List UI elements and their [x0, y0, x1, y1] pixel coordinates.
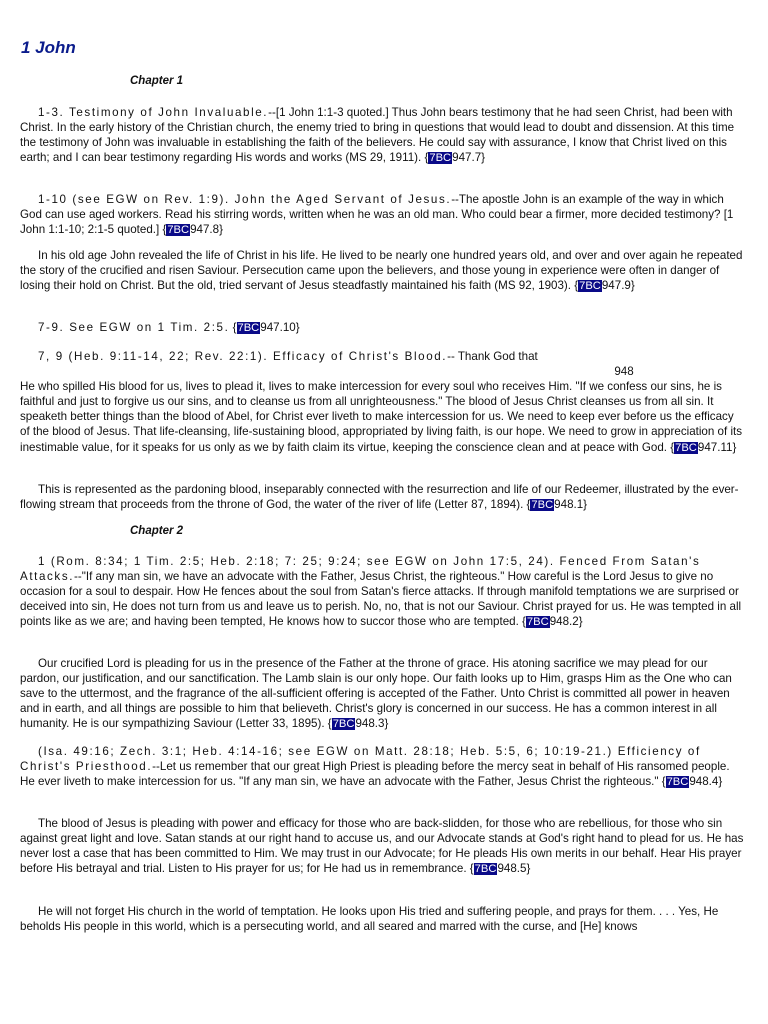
- citation-number: 947.9}: [601, 279, 635, 293]
- citation-number: 947.8}: [190, 223, 223, 237]
- paragraph-text: --Let us remember that our great High Priest is pleading before the mercy seat in behalf of His ransomed people. He ever liveth to make intercession for us. "If any man sin, we have an advocate with the Father, Jesus Christ the righteous." {: [20, 760, 730, 789]
- source-tag-link[interactable]: 7BC: [474, 863, 497, 876]
- paragraph-text: This is represented as the pardoning blood, inseparably connected with the resurrection and life of our Redeemer, illustrated by the ever-flowing stream that proceeds from the throne of God, the water of the river of life (Letter 87, 1894). {: [20, 483, 739, 512]
- paragraph-text: He will not forget His church in the world of temptation. He looks upon His tried and suffering people, and prays for them. . . . Yes, He beholds His people in this world, which is a persecuting world, and all seared and marred with the curse, and [He] knows: [20, 905, 719, 934]
- citation-number: 947.10}: [260, 321, 300, 334]
- paragraph-1: [20, 105, 744, 166]
- citation-number: 948.1}: [554, 498, 588, 512]
- paragraph-3: [20, 248, 744, 294]
- source-tag-link[interactable]: 7BC: [531, 499, 554, 512]
- paragraph-4: [20, 320, 744, 336]
- chapter-1-heading: Chapter 1: [130, 75, 184, 87]
- reference-heading: 1-10 (see EGW on Rev. 1:9). John the Aged Servant of Jesus.: [38, 193, 452, 206]
- paragraph-text: Our crucified Lord is pleading for us in the presence of the Father at the throne of grace. His atoning sacrifice we may plead for our pardon, our justification, and our sanctification. The Lamb slain is our only hope. Our faith looks up to Him, grasps Him as the One who can save to the uttermost, and the fragrance of the all-sufficient offering is accepted of the Father. Unto Christ is committed all power in heaven and in earth, and all things are possible to him that believeth. Christ's glory is concerned in our success. He has a common interest in all humanity. He is our sympathizing Saviour (Letter 33, 1895). {: [20, 657, 732, 731]
- paragraph-text: {: [229, 321, 237, 334]
- paragraph-2: [20, 192, 744, 238]
- reference-heading: (Isa. 49:16; Zech. 3:1; Heb. 4:14-16; see EGW on Matt. 28:18; Heb. 5:5, 6; 10:19-21.) Efficiency of Christ's Priesthood.: [20, 745, 701, 774]
- paragraph-text: --[1 John 1:1-3 quoted.] Thus John bears testimony that he had seen Christ, had been with Christ. In the early history of the Christian church, the enemy tried to bring in questions that would lead to doubt and dissension. At this time the testimony of John was invaluable in establishing the faith of the believers. He could say with assurance, I know that Christ lived on this earth; and I can bear testimony regarding His words and works (MS 29, 1911). {: [20, 106, 735, 165]
- citation-number: 948.4}: [689, 775, 723, 789]
- source-tag-link[interactable]: 7BC: [526, 616, 549, 629]
- citation-number: 948.2}: [549, 615, 583, 629]
- book-title: 1 John: [21, 38, 76, 57]
- paragraph-text: He who spilled His blood for us, lives to plead it, lives to make intercession for every soul who receives Him. "If we confess our sins, he is faithful and just to forgive us our sins, and to cleanse us from all unrighteousness." The blood of Jesus Christ cleanses us from all sin. It speaketh better things than the blood of Abel, for Christ ever liveth to make intercession for us. We need to keep ever before us the efficacy of the blood of Jesus. That life-cleansing, life-sustaining blood, appropriated by living faith, is our hope. We need to grow in appreciation of its inestimable value, for it speaks for us only as we by faith claim its virtue, keeping the conscience clean and at peace with God. {: [20, 380, 743, 454]
- citation-number: 947.7}: [452, 151, 486, 165]
- paragraph-text: -- Thank God that: [447, 350, 538, 363]
- chapter-2-heading: Chapter 2: [130, 525, 184, 537]
- source-tag-link[interactable]: 7BC: [579, 280, 601, 293]
- paragraph-7: [20, 554, 744, 630]
- source-tag-link[interactable]: 7BC: [429, 152, 452, 165]
- paragraph-10: [20, 816, 744, 877]
- source-tag-link[interactable]: 7BC: [666, 776, 689, 789]
- source-tag-link[interactable]: 7BC: [675, 441, 697, 454]
- paragraph-6: [20, 482, 744, 513]
- page-number: 948: [614, 365, 634, 379]
- paragraph-text: --The apostle John is an example of the way in which God can use aged workers. Read his stirring words, written when he was an old man. Who could bear a firmer, more decided testimony? [1 John 1:1-10; 2:1-5 quoted.] {: [20, 193, 734, 237]
- source-tag-link[interactable]: 7BC: [237, 322, 260, 334]
- source-tag-link[interactable]: 7BC: [167, 224, 190, 237]
- paragraph-5: [20, 349, 744, 456]
- reference-heading: 1-3. Testimony of John Invaluable.: [38, 106, 269, 119]
- paragraph-text: In his old age John revealed the life of Christ in his life. He lived to be nearly one hundred years old, and over and over again he repeated the story of the crucified and risen Saviour. Persecution came upon the believers, and those young in experience were often in danger of losing their hold on Christ. But the old, tried servant of Jesus steadfastly maintained his faith (MS 92, 1903). {: [20, 249, 743, 293]
- paragraph-9: [20, 744, 744, 790]
- citation-number: 947.11}: [697, 440, 737, 454]
- source-tag-link[interactable]: 7BC: [332, 718, 355, 731]
- reference-heading: 1 (Rom. 8:34; 1 Tim. 2:5; Heb. 2:18; 7: 25; 9:24; see EGW on John 17:5, 24). Fenced From Satan's Attacks.: [20, 555, 701, 584]
- paragraph-8: [20, 656, 744, 732]
- citation-number: 948.5}: [497, 862, 531, 876]
- paragraph-text: The blood of Jesus is pleading with power and efficacy for those who are back-slidden, for those who are rebellious, for those who sin against great light and love. Satan stands at our right hand to accuse us, and our Advocate stands at God's right hand to plead for us. He has never lost a case that has been committed to Him. We may trust in our Advocate; for He pleads His own merits in our behalf. Hear His prayer before His betrayal and trial. Listen to His prayer for us; for He had us in remembrance. {: [20, 817, 744, 876]
- reference-heading: 7, 9 (Heb. 9:11-14, 22; Rev. 22:1). Efficacy of Christ's Blood.: [38, 350, 448, 363]
- paragraph-11: [20, 904, 744, 934]
- reference-heading: 7-9. See EGW on 1 Tim. 2:5.: [38, 321, 230, 334]
- citation-number: 948.3}: [355, 717, 389, 731]
- paragraph-text: --"If any man sin, we have an advocate with the Father, Jesus Christ, the righteous." How careful is the Lord Jesus to give no occasion for a soul to despair. How He fences about the soul from Satan's fierce attacks. If through manifold temptations we are surprised or deceived into sin, He does not turn from us and leave us to perish. No, no, that is not our Saviour. Christ prayed for us. He was tempted in all points like as we are; and having been tempted, He knows how to succor those who are tempted. {: [20, 570, 742, 629]
